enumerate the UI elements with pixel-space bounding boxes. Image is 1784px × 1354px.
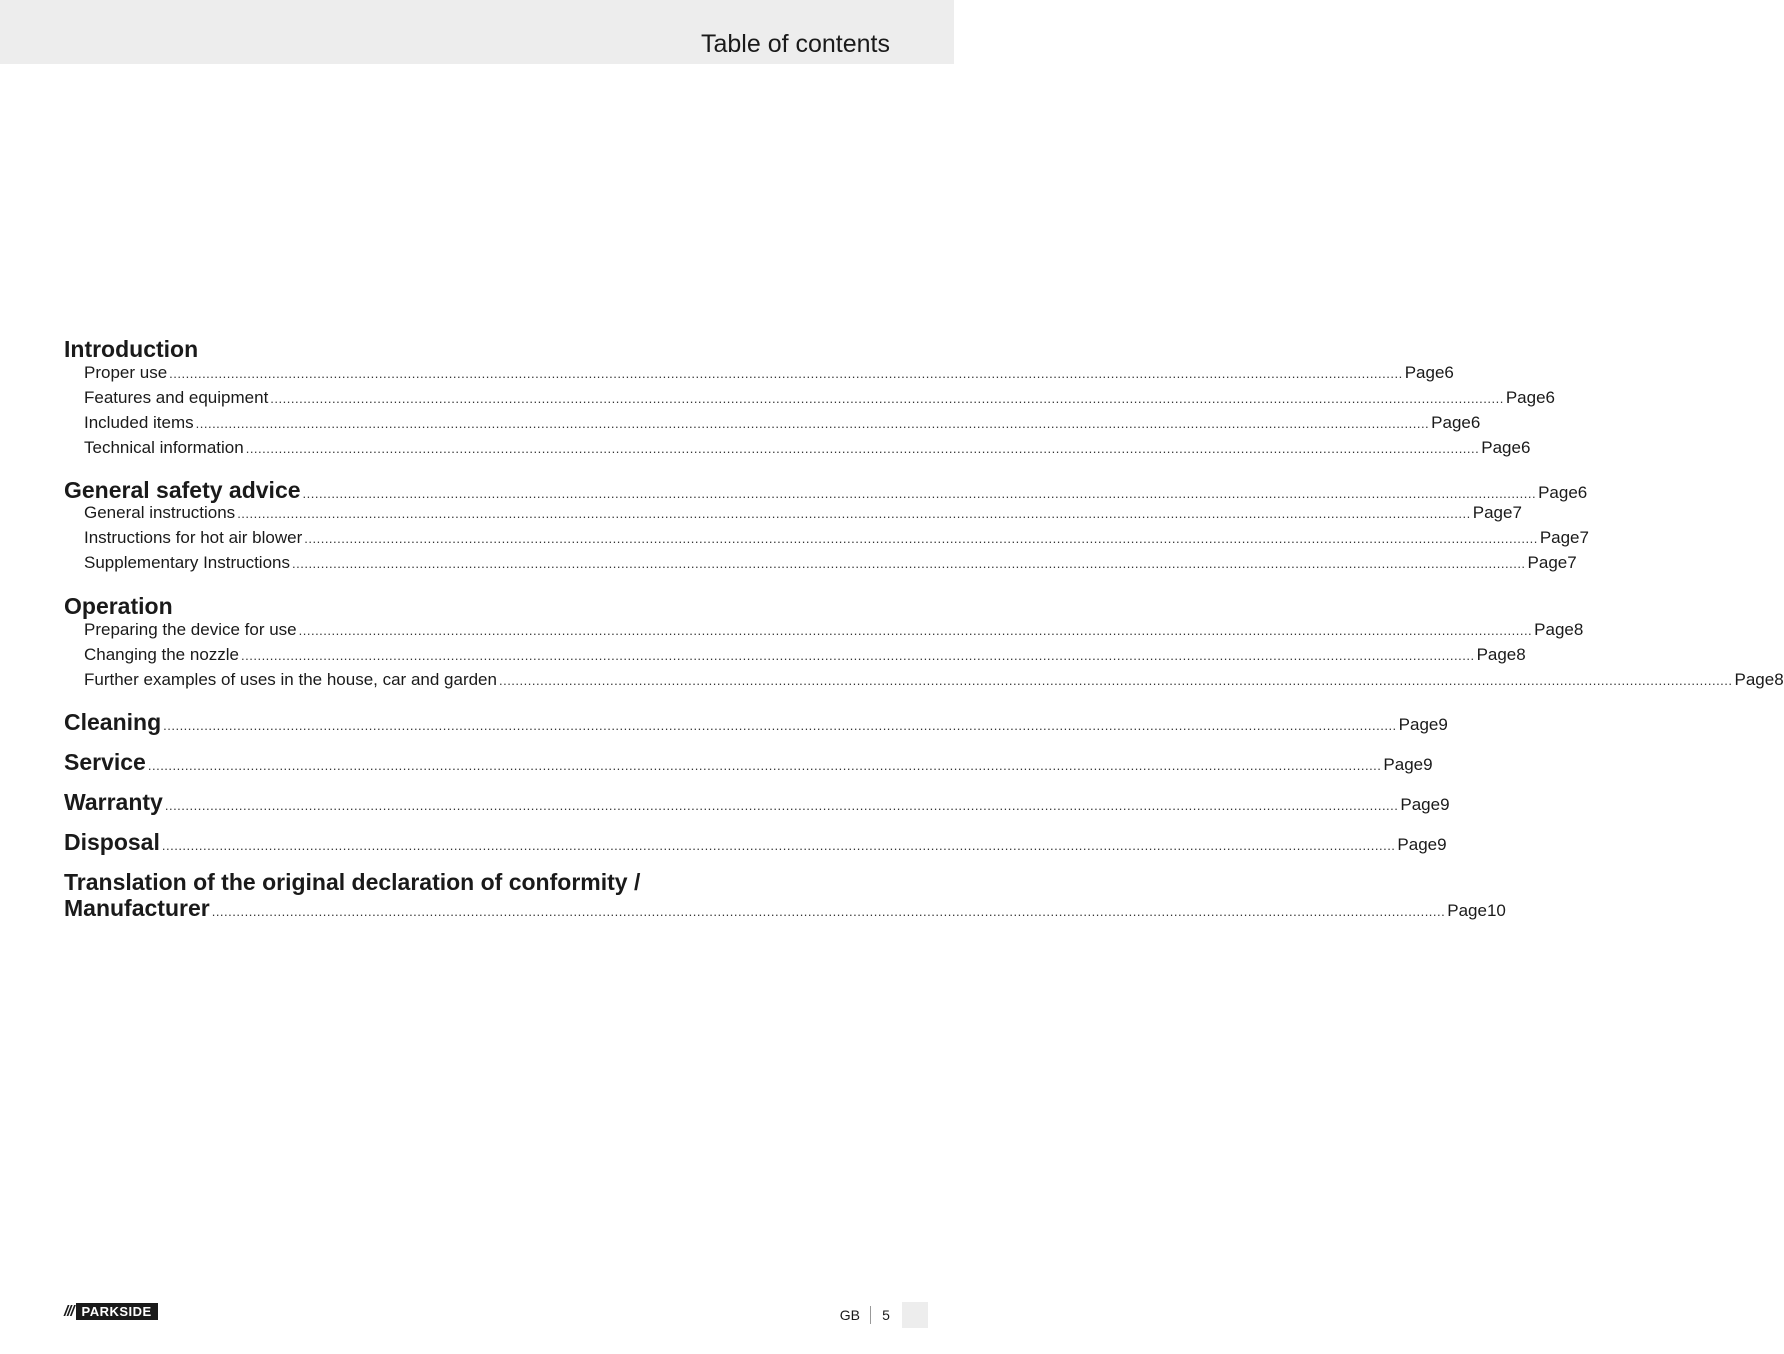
toc-entry[interactable] (64, 438, 1531, 463)
leader-dots: ............................................................................................................................................................................................................................................................................................................ (302, 486, 1537, 501)
toc-heading-row[interactable] (64, 477, 1588, 503)
toc-entry[interactable] (64, 388, 1556, 413)
leader-dots: ............................................................................................................................................................................................................................................................................................................ (147, 758, 1382, 773)
toc-section-declaration (64, 869, 1506, 921)
toc-section (64, 749, 1433, 775)
page-word: Page (1398, 715, 1439, 734)
toc-entry[interactable] (64, 528, 1589, 553)
page-reference: 6 (1520, 438, 1531, 457)
entry-label: Included items (84, 413, 194, 432)
section-heading[interactable]: Operation (64, 593, 173, 619)
toc-entry[interactable] (64, 670, 1784, 695)
page-word: Page (1734, 670, 1775, 689)
entry-label: Features and equipment (84, 388, 269, 407)
section-heading: Disposal (64, 829, 160, 855)
toc-section (64, 477, 1589, 578)
entry-label: Proper use (84, 363, 168, 382)
section-heading-line1[interactable]: Translation of the original declaration of conformity / (64, 869, 641, 895)
entry-label: General instructions (84, 503, 236, 522)
leader-dots: ............................................................................................................................................................................................................................................................................................................ (237, 506, 1471, 521)
section-heading[interactable]: Introduction (64, 336, 199, 362)
leader-dots: ............................................................................................................................................................................................................................................................................................................ (195, 416, 1430, 431)
page-word: Page (1404, 363, 1445, 382)
page-reference: 9 (1438, 715, 1448, 734)
page-reference: 8 (1774, 670, 1784, 689)
entry-label: Changing the nozzle (84, 645, 240, 664)
toc-heading-row[interactable] (64, 895, 1506, 921)
entry-label: Further examples of uses in the house, car and garden (84, 670, 497, 689)
toc-entry[interactable] (64, 413, 1481, 438)
language-code: GB (839, 1307, 860, 1323)
page-reference: 9 (1440, 795, 1450, 814)
page-reference: 8 (1573, 620, 1584, 639)
header-band (0, 0, 954, 64)
page-reference: 6 (1470, 413, 1481, 432)
leader-dots: ............................................................................................................................................................................................................................................................................................................ (270, 391, 1504, 406)
page-reference: 6 (1444, 363, 1454, 382)
section-heading: Warranty (64, 789, 163, 815)
leader-dots: ............................................................................................................................................................................................................................................................................................................ (241, 648, 1475, 663)
leader-dots: ............................................................................................................................................................................................................................................................................................................ (161, 838, 1396, 853)
logo-wordmark: PARKSIDE (76, 1303, 158, 1320)
leader-dots: ............................................................................................................................................................................................................................................................................................................ (163, 718, 1397, 733)
toc-entry[interactable] (64, 503, 1522, 528)
toc-heading-row[interactable] (64, 709, 1448, 735)
page-reference: 7 (1512, 503, 1522, 522)
page-word: Page (1397, 835, 1438, 854)
page-reference: 10 (1486, 901, 1506, 920)
toc-section (64, 592, 1784, 695)
entry-label: Supplementary Instructions (84, 553, 290, 572)
toc-section (64, 709, 1448, 735)
entry-label: Instructions for hot air blower (84, 528, 303, 547)
toc-entry[interactable] (64, 363, 1454, 388)
page-reference: 6 (1545, 388, 1556, 407)
toc-heading-row[interactable] (64, 789, 1450, 815)
page-reference: 8 (1516, 645, 1526, 664)
page-reference: 7 (1579, 528, 1589, 547)
page-word: Page (1400, 795, 1441, 814)
toc-entry[interactable] (64, 645, 1526, 670)
toc-section (64, 789, 1450, 815)
page-word: Page (1538, 483, 1578, 502)
section-heading: Cleaning (64, 709, 162, 735)
page-word: Page (1534, 620, 1574, 639)
page-word: Page (1539, 528, 1580, 547)
leader-dots: ............................................................................................................................................................................................................................................................................................................ (245, 441, 1480, 456)
section-heading: Service (64, 749, 146, 775)
page-reference: 9 (1437, 835, 1447, 854)
page-word: Page (1476, 645, 1517, 664)
toc-heading-row[interactable] (64, 829, 1447, 855)
footer-page-info (820, 1305, 901, 1325)
toc-section (64, 335, 1556, 463)
leader-dots: ............................................................................................................................................................................................................................................................................................................ (498, 673, 1733, 688)
page-reference: 6 (1577, 483, 1588, 502)
toc-entry[interactable] (64, 553, 1577, 578)
page-word: Page (1505, 388, 1546, 407)
page-word: Page (1447, 901, 1487, 920)
table-of-contents (64, 335, 1784, 935)
entry-label: Technical information (84, 438, 244, 457)
page-reference: 7 (1567, 553, 1577, 572)
leader-dots: ............................................................................................................................................................................................................................................................................................................ (169, 366, 1403, 381)
leader-dots: ............................................................................................................................................................................................................................................................................................................ (298, 623, 1533, 638)
page-number: 5 (882, 1307, 890, 1323)
logo-slashes: /// (64, 1303, 74, 1320)
leader-dots: ............................................................................................................................................................................................................................................................................................................ (211, 904, 1446, 919)
leader-dots: ............................................................................................................................................................................................................................................................................................................ (292, 556, 1526, 571)
section-heading-line2: Manufacturer (64, 895, 210, 921)
footer-tab-marker (902, 1302, 928, 1328)
page-word: Page (1527, 553, 1568, 572)
brand-logo (64, 1303, 158, 1320)
page-word: Page (1481, 438, 1521, 457)
toc-section (64, 829, 1447, 855)
leader-dots: ............................................................................................................................................................................................................................................................................................................ (304, 531, 1538, 546)
entry-label: Preparing the device for use (84, 620, 297, 639)
toc-entry[interactable] (64, 620, 1584, 645)
page-word: Page (1383, 755, 1424, 774)
leader-dots: ............................................................................................................................................................................................................................................................................................................ (164, 798, 1399, 813)
page-reference: 9 (1423, 755, 1433, 774)
section-heading: General safety advice (64, 477, 301, 503)
toc-heading-row[interactable] (64, 749, 1433, 775)
page-title: Table of contents (700, 30, 890, 58)
page-word: Page (1472, 503, 1513, 522)
page-word: Page (1431, 413, 1471, 432)
